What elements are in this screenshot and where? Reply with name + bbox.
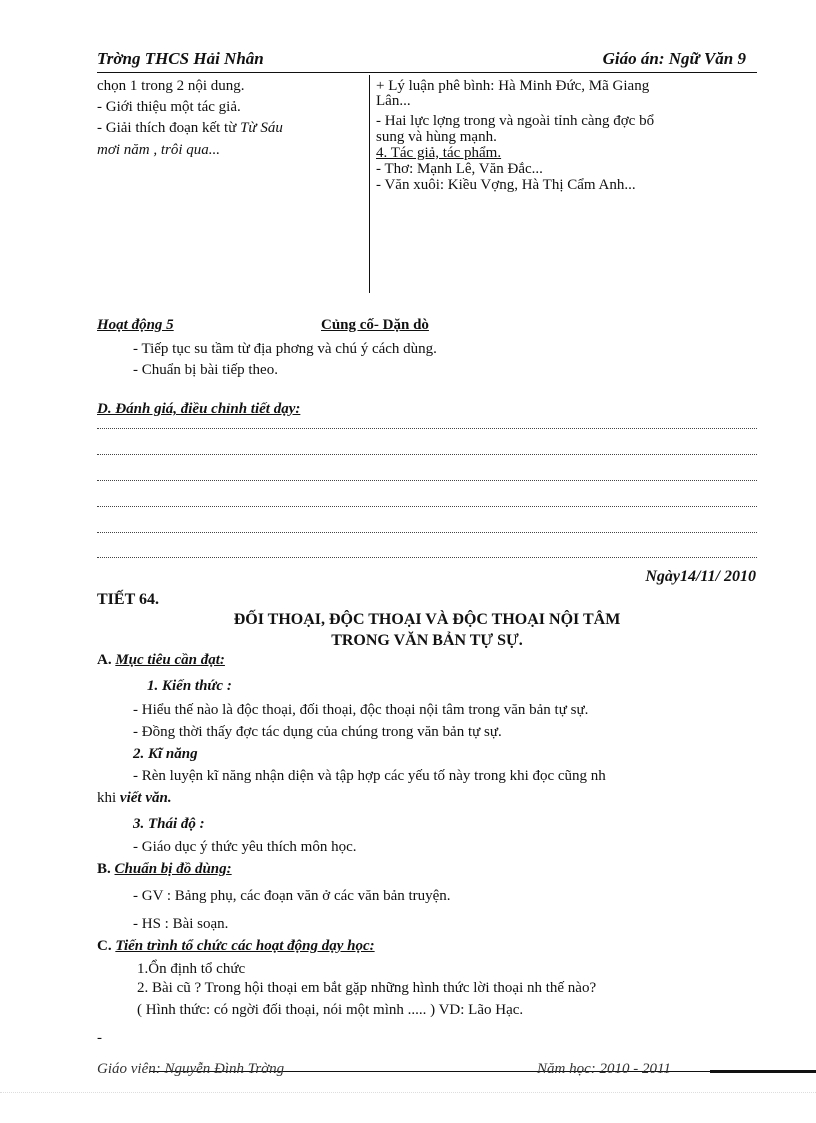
header-rule [97,72,757,73]
lesson-period: TIẾT 64. [97,591,159,608]
dotted-line [97,557,757,558]
left-cell-line: - Giới thiệu một tác giả. [97,99,241,115]
section-c-title: Tiến trình tổ chức các hoạt động dạy học: [115,938,375,954]
left-cell-quote: Từ Sáu [240,120,283,136]
section-b-letter: B. [97,861,111,877]
section-c-dash: - [97,1030,102,1046]
attitude-item: - Giáo dục ý thức yêu thích môn học. [133,839,357,855]
dotted-line [97,454,757,455]
activity5-label: Hoạt động 5 [97,317,174,333]
section-c-item: 1.Ổn định tổ chức [137,961,246,977]
right-cell-line: - Hai lực lợng trong và ngoài tỉnh càng đợc bổ [376,113,655,129]
right-cell-line: 4. Tác giả, tác phẩm. [376,145,502,161]
section-c-letter: C. [97,938,112,954]
footer-rule-thick [710,1070,816,1073]
continuation-table [97,75,757,293]
section-a-heading [97,652,225,669]
evaluation-label: D. Đánh giá, điều chỉnh tiết dạy: [97,401,301,417]
skill-line-text: khi [97,790,117,806]
footer-year: Năm học: 2010 - 2011 [537,1061,671,1077]
left-cell-line: mơi năm , trôi qua... [97,142,221,158]
section-c-heading [97,938,375,955]
lesson-date: Ngày14/11/ 2010 [645,568,756,585]
knowledge-item: - Đồng thời thấy đợc tác dụng của chúng trong văn bản tự sự. [133,724,502,740]
table-divider [369,75,370,293]
dotted-line [97,532,757,533]
right-cell-line: - Văn xuôi: Kiều Vợng, Hà Thị Cẩm Anh... [376,177,636,193]
activity5-item: - Tiếp tục su tầm từ địa phơng và chú ý cách dùng. [133,341,437,357]
left-cell-line: chọn 1 trong 2 nội dung. [97,78,245,94]
dotted-line [97,506,757,507]
left-cell-text: - Giải thích đoạn kết từ [97,120,237,136]
right-cell-line: sung và hùng mạnh. [376,129,497,145]
right-cell-line: + Lý luận phê bình: Hà Minh Đức, Mã Giang [376,78,650,94]
skill-line-emphasis: viết văn. [119,790,172,806]
left-cell-line [97,120,283,136]
activity5-item: - Chuẩn bị bài tiếp theo. [133,362,278,378]
skill-line [97,790,172,807]
section-b-item: - GV : Bảng phụ, các đoạn văn ở các văn bản truyện. [133,888,451,904]
section-b-heading [97,861,232,878]
footer-teacher: Giáo viên: Nguyễn Đình Trờng [97,1061,285,1077]
section-a-title: Mục tiêu cần đạt: [115,652,225,668]
attitude-label: 3. Thái độ : [133,816,205,832]
activity5-title: Củng cố- Dặn dò [321,317,429,333]
skill-label: 2. Kĩ năng [133,746,198,762]
lesson-title-line2: TRONG VĂN BẢN TỰ SỰ. [331,632,523,649]
section-a-letter: A. [97,652,112,668]
section-c-item: 2. Bài cũ ? Trong hội thoại em bắt gặp những hình thức lời thoại nh thế nào? [137,980,597,996]
right-cell-line: Lân... [376,93,411,109]
dotted-line [97,428,757,429]
section-b-title: Chuẩn bị đồ dùng: [114,861,232,877]
header-plan: Giáo án: Ngữ Văn 9 [602,49,746,68]
dotted-line [97,480,757,481]
right-cell-line: - Thơ: Mạnh Lê, Văn Đắc... [376,161,543,177]
header-school: Trờng THCS Hải Nhân [97,49,264,68]
skill-line: - Rèn luyện kĩ năng nhận diện và tập hợp các yếu tố này trong khi đọc cũng nh [133,768,606,784]
knowledge-item: - Hiểu thế nào là độc thoại, đối thoại, độc thoại nội tâm trong văn bản tự sự. [133,702,589,718]
section-b-item: - HS : Bài soạn. [133,916,229,932]
section-c-item: ( Hình thức: có ngời đối thoại, nói một mình ..... ) VD: Lão Hạc. [137,1002,524,1018]
lesson-title-line1: ĐỐI THOẠI, ĐỘC THOẠI VÀ ĐỘC THOẠI NỘI TÂM [233,611,621,628]
page-edge [0,1092,816,1093]
knowledge-label: 1. Kiến thức : [147,678,232,694]
